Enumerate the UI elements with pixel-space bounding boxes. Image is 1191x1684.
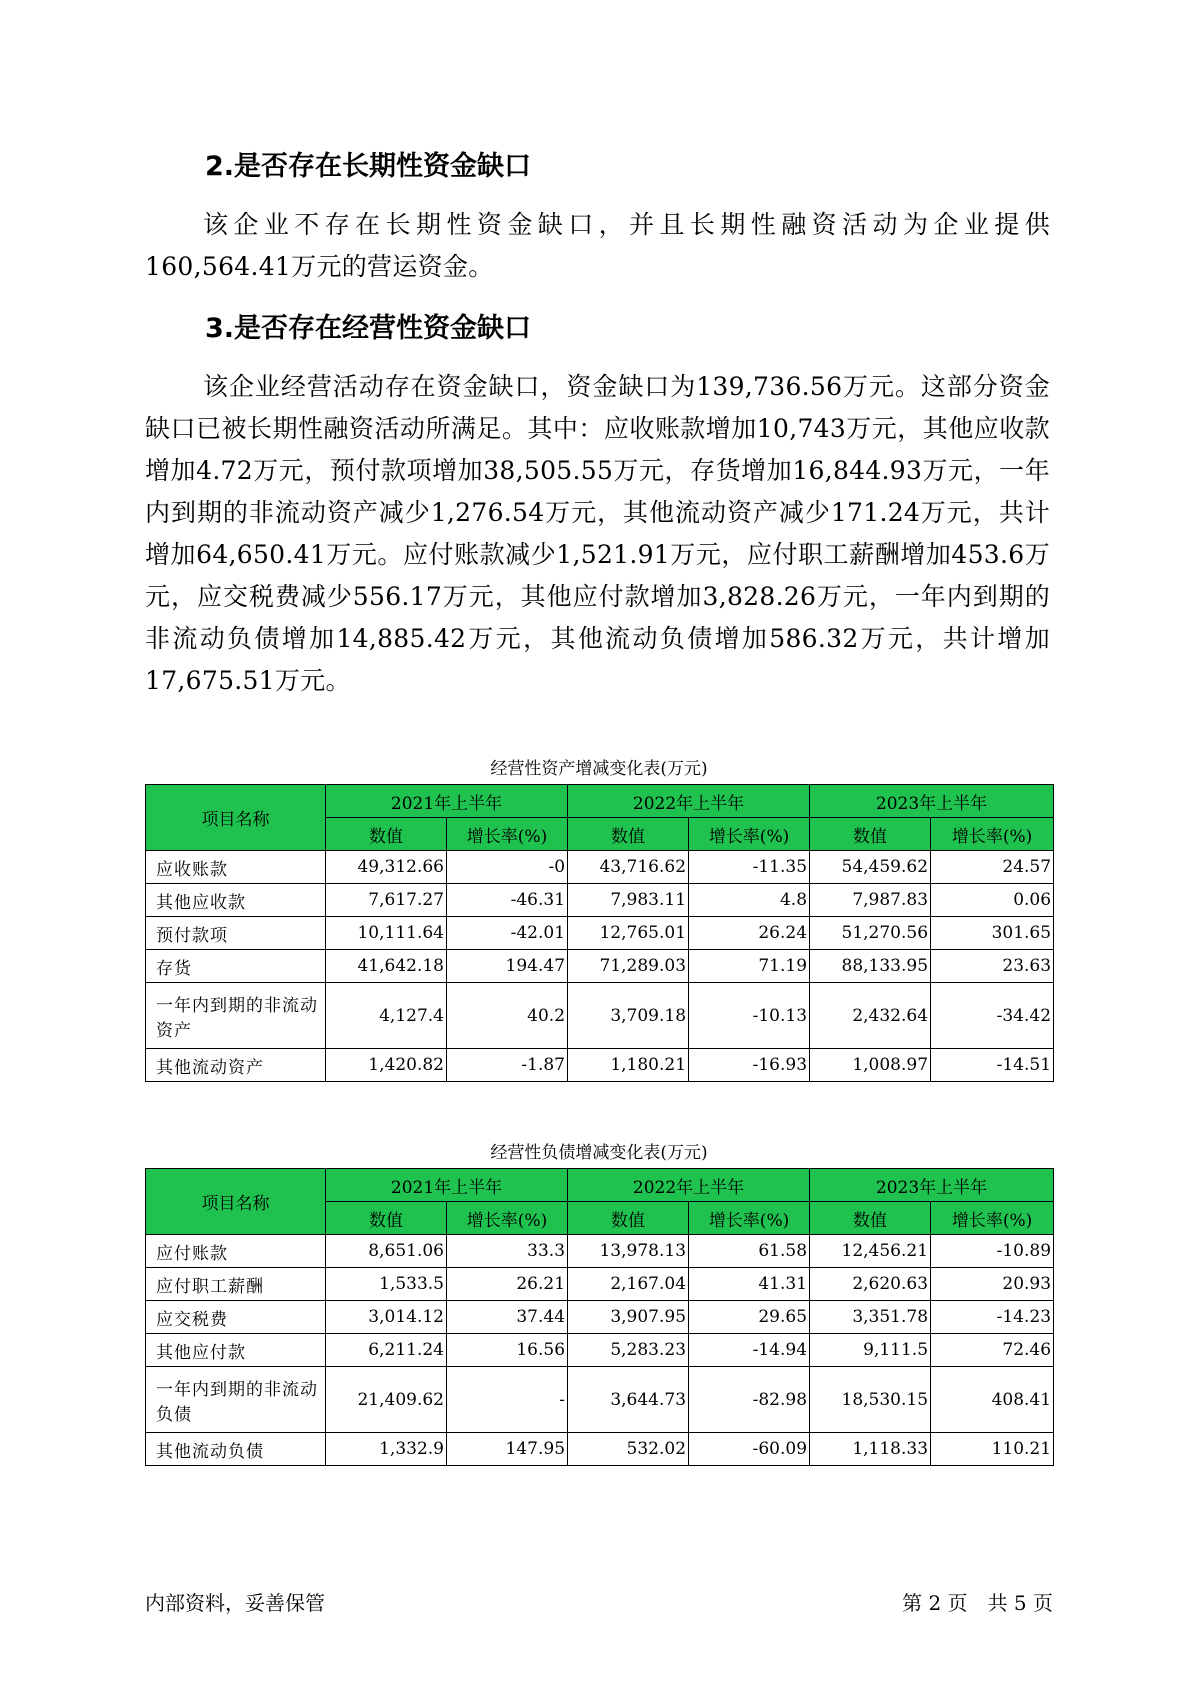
header-period: 2022年上半年 bbox=[568, 1169, 810, 1202]
cell-growth: 29.65 bbox=[689, 1301, 810, 1334]
header-item-name: 项目名称 bbox=[146, 785, 326, 851]
cell-growth: 26.21 bbox=[447, 1268, 568, 1301]
cell-growth: 0.06 bbox=[931, 884, 1054, 917]
row-name: 一年内到期的非流动资产 bbox=[146, 983, 326, 1049]
cell-growth: 408.41 bbox=[931, 1367, 1054, 1433]
cell-value: 5,283.23 bbox=[568, 1334, 689, 1367]
cell-value: 1,332.9 bbox=[326, 1433, 447, 1466]
header-period: 2021年上半年 bbox=[326, 785, 568, 818]
cell-growth: -14.51 bbox=[931, 1049, 1054, 1082]
row-name: 应交税费 bbox=[146, 1301, 326, 1334]
cell-growth: 147.95 bbox=[447, 1433, 568, 1466]
table-row bbox=[146, 851, 1054, 884]
cell-value: 3,014.12 bbox=[326, 1301, 447, 1334]
table-row bbox=[146, 1433, 1054, 1466]
cell-growth: -0 bbox=[447, 851, 568, 884]
cell-growth: -42.01 bbox=[447, 917, 568, 950]
header-period: 2023年上半年 bbox=[810, 1169, 1054, 1202]
row-name: 应付账款 bbox=[146, 1235, 326, 1268]
cell-growth: 4.8 bbox=[689, 884, 810, 917]
table-row bbox=[146, 1367, 1054, 1433]
cell-value: 2,432.64 bbox=[810, 983, 931, 1049]
header-growth: 增长率(%) bbox=[931, 1202, 1054, 1235]
table-row bbox=[146, 1235, 1054, 1268]
cell-growth: -14.23 bbox=[931, 1301, 1054, 1334]
cell-growth: -34.42 bbox=[931, 983, 1054, 1049]
section-3-heading: 3.是否存在经营性资金缺口 bbox=[205, 313, 532, 344]
cell-value: 7,987.83 bbox=[810, 884, 931, 917]
asset-change-table bbox=[145, 784, 1054, 1082]
cell-growth: 20.93 bbox=[931, 1268, 1054, 1301]
page-number: 第 2 页 共 5 页 bbox=[902, 1591, 1053, 1615]
cell-growth: 301.65 bbox=[931, 917, 1054, 950]
cell-value: 9,111.5 bbox=[810, 1334, 931, 1367]
asset-table-caption: 经营性资产增减变化表(万元) bbox=[490, 759, 708, 779]
table-row bbox=[146, 983, 1054, 1049]
header-value: 数值 bbox=[326, 818, 447, 851]
cell-value: 71,289.03 bbox=[568, 950, 689, 983]
cell-value: 7,983.11 bbox=[568, 884, 689, 917]
row-name: 一年内到期的非流动负债 bbox=[146, 1367, 326, 1433]
row-name: 其他应收款 bbox=[146, 884, 326, 917]
cell-growth: 33.3 bbox=[447, 1235, 568, 1268]
cell-growth: -10.89 bbox=[931, 1235, 1054, 1268]
header-value: 数值 bbox=[326, 1202, 447, 1235]
liability-change-table bbox=[145, 1168, 1054, 1466]
table-row bbox=[146, 917, 1054, 950]
cell-growth: -82.98 bbox=[689, 1367, 810, 1433]
section-2-heading: 2.是否存在长期性资金缺口 bbox=[205, 151, 532, 182]
header-growth: 增长率(%) bbox=[689, 818, 810, 851]
cell-growth: -14.94 bbox=[689, 1334, 810, 1367]
row-name: 应收账款 bbox=[146, 851, 326, 884]
cell-value: 1,180.21 bbox=[568, 1049, 689, 1082]
row-name: 存货 bbox=[146, 950, 326, 983]
header-value: 数值 bbox=[810, 1202, 931, 1235]
cell-growth: -16.93 bbox=[689, 1049, 810, 1082]
table-row bbox=[146, 1334, 1054, 1367]
cell-value: 12,456.21 bbox=[810, 1235, 931, 1268]
cell-growth: 41.31 bbox=[689, 1268, 810, 1301]
table-row bbox=[146, 884, 1054, 917]
cell-value: 1,533.5 bbox=[326, 1268, 447, 1301]
section-2-paragraph: 该企业不存在长期性资金缺口，并且长期性融资活动为企业提供160,564.41万元的营运资金。 bbox=[145, 210, 1050, 281]
header-value: 数值 bbox=[810, 818, 931, 851]
header-growth: 增长率(%) bbox=[447, 1202, 568, 1235]
cell-growth: 23.63 bbox=[931, 950, 1054, 983]
header-item-name: 项目名称 bbox=[146, 1169, 326, 1235]
header-growth: 增长率(%) bbox=[447, 818, 568, 851]
cell-growth: -11.35 bbox=[689, 851, 810, 884]
row-name: 其他流动负债 bbox=[146, 1433, 326, 1466]
cell-value: 13,978.13 bbox=[568, 1235, 689, 1268]
cell-value: 3,709.18 bbox=[568, 983, 689, 1049]
table-row bbox=[146, 1268, 1054, 1301]
cell-value: 3,351.78 bbox=[810, 1301, 931, 1334]
header-growth: 增长率(%) bbox=[931, 818, 1054, 851]
row-name: 应付职工薪酬 bbox=[146, 1268, 326, 1301]
liability-table-caption: 经营性负债增减变化表(万元) bbox=[490, 1143, 708, 1163]
cell-growth: 61.58 bbox=[689, 1235, 810, 1268]
table-row bbox=[146, 1049, 1054, 1082]
header-period: 2022年上半年 bbox=[568, 785, 810, 818]
cell-value: 8,651.06 bbox=[326, 1235, 447, 1268]
cell-growth: 110.21 bbox=[931, 1433, 1054, 1466]
cell-growth: 72.46 bbox=[931, 1334, 1054, 1367]
cell-value: 10,111.64 bbox=[326, 917, 447, 950]
cell-value: 18,530.15 bbox=[810, 1367, 931, 1433]
cell-growth: -46.31 bbox=[447, 884, 568, 917]
table-row bbox=[146, 1301, 1054, 1334]
row-name: 预付款项 bbox=[146, 917, 326, 950]
cell-value: 12,765.01 bbox=[568, 917, 689, 950]
row-name: 其他应付款 bbox=[146, 1334, 326, 1367]
cell-value: 54,459.62 bbox=[810, 851, 931, 884]
header-value: 数值 bbox=[568, 818, 689, 851]
cell-value: 88,133.95 bbox=[810, 950, 931, 983]
cell-value: 43,716.62 bbox=[568, 851, 689, 884]
cell-value: 2,620.63 bbox=[810, 1268, 931, 1301]
cell-value: 532.02 bbox=[568, 1433, 689, 1466]
cell-value: 7,617.27 bbox=[326, 884, 447, 917]
cell-growth: 26.24 bbox=[689, 917, 810, 950]
section-3-paragraph: 该企业经营活动存在资金缺口，资金缺口为139,736.56万元。这部分资金缺口已被长期性融资活动所满足。其中：应收账款增加10,743万元，其他应收款增加4.72万元，预付款项增加38,505.55万元，存货增加16,844.93万元，一年内到期的非流动资产减少1,276.54万元，其他流动资产减少171.24万元，共计增加64,650.41万元。应付账款减少1,521.91万元，应付职工薪酬增加453.6万元，应交税费减少556.17万元，其他应付款增加3,828.26万元，一年内到期的非流动负债增加14,885.42万元，其他流动负债增加586.32万元，共计增加17,675.51万元。 bbox=[145, 372, 1050, 695]
cell-value: 1,008.97 bbox=[810, 1049, 931, 1082]
cell-growth: -10.13 bbox=[689, 983, 810, 1049]
cell-value: 49,312.66 bbox=[326, 851, 447, 884]
cell-value: 1,420.82 bbox=[326, 1049, 447, 1082]
cell-value: 3,644.73 bbox=[568, 1367, 689, 1433]
cell-growth: - bbox=[447, 1367, 568, 1433]
cell-value: 4,127.4 bbox=[326, 983, 447, 1049]
cell-value: 41,642.18 bbox=[326, 950, 447, 983]
cell-growth: 71.19 bbox=[689, 950, 810, 983]
header-growth: 增长率(%) bbox=[689, 1202, 810, 1235]
row-name: 其他流动资产 bbox=[146, 1049, 326, 1082]
cell-value: 2,167.04 bbox=[568, 1268, 689, 1301]
cell-growth: -60.09 bbox=[689, 1433, 810, 1466]
cell-value: 3,907.95 bbox=[568, 1301, 689, 1334]
cell-growth: 24.57 bbox=[931, 851, 1054, 884]
cell-growth: -1.87 bbox=[447, 1049, 568, 1082]
cell-value: 21,409.62 bbox=[326, 1367, 447, 1433]
header-period: 2023年上半年 bbox=[810, 785, 1054, 818]
header-value: 数值 bbox=[568, 1202, 689, 1235]
cell-growth: 40.2 bbox=[447, 983, 568, 1049]
cell-value: 51,270.56 bbox=[810, 917, 931, 950]
table-row bbox=[146, 950, 1054, 983]
cell-value: 6,211.24 bbox=[326, 1334, 447, 1367]
cell-growth: 194.47 bbox=[447, 950, 568, 983]
cell-growth: 16.56 bbox=[447, 1334, 568, 1367]
footer-note: 内部资料，妥善保管 bbox=[145, 1591, 325, 1615]
header-period: 2021年上半年 bbox=[326, 1169, 568, 1202]
cell-growth: 37.44 bbox=[447, 1301, 568, 1334]
cell-value: 1,118.33 bbox=[810, 1433, 931, 1466]
